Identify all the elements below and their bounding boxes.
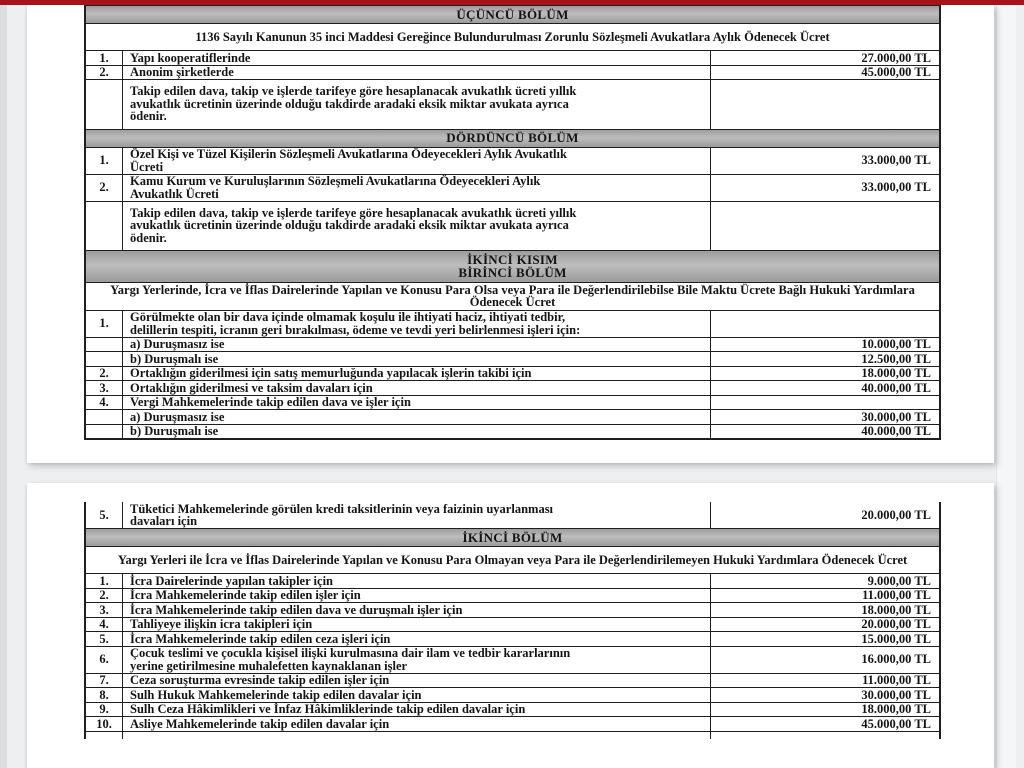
fee-row [86,396,939,411]
section-subheader-text: Yargı Yerlerinde, İcra ve İflas Dairelerinde Yapılan ve Konusu Para Olsa veya Para ile Değerlendirilebilse Bile Maktu Ücrete Bağlı Hukuki Yardımlara Ödenecek Ücret [110,282,915,309]
row-description-text: b) Duruşmalı ise [130,424,219,438]
section-subheader [86,547,939,574]
row-fee: 27.000,00 TL [861,50,931,65]
row-description-text: Ortaklığın giderilmesi ve taksim davaları için [130,380,373,395]
document-page-2 [27,483,994,768]
fee-row [86,338,939,353]
row-number: 9. [86,703,123,717]
row-description [123,618,711,632]
row-description-text: Tüketici Mahkemelerinde görülen kredi taksitlerinin veya faizinin uyarlanması davaları için [130,501,554,528]
row-number: 2. [86,66,123,80]
row-fee: 33.000,00 TL [861,153,931,168]
row-description [123,51,711,65]
row-description [123,632,711,646]
row-description [123,688,711,702]
row-description-text: Kamu Kurum ve Kuruluşlarının Sözleşmeli Avukatlarına Ödeyecekleri Aylık Avukatlık Ücreti [130,174,541,201]
continuation-row-stub [86,732,939,739]
fee-row [86,410,939,425]
row-description [123,311,711,337]
row-description-text: İcra Mahkemelerinde takip edilen dava ve duruşmalı işler için [130,602,463,617]
fee-row [86,603,939,618]
fee-row [86,647,939,674]
row-description [123,703,711,717]
row-description [123,425,711,439]
row-number [86,80,123,129]
row-description [123,574,711,588]
row-description [123,410,711,424]
fee-row [86,632,939,647]
fee-row [86,717,939,732]
row-description [123,502,711,528]
row-fee: 16.000,00 TL [861,652,931,667]
window-left-edge [0,5,7,768]
row-number [86,410,123,424]
row-description-text: a) Duruşmasız ise [130,337,225,351]
row-number: 1. [86,148,123,174]
fee-row [86,574,939,589]
row-description-text: Tahliyeye ilişkin icra takipleri için [130,617,313,631]
fee-row [86,367,939,382]
row-fee: 18.000,00 TL [861,366,931,380]
row-description-text: Anonim şirketlerde [130,65,234,79]
row-number: 8. [86,688,123,702]
row-fee: 11.000,00 TL [862,673,931,687]
row-fee: 11.000,00 TL [862,588,931,602]
row-description-text: İcra Dairelerinde yapılan takipler için [130,573,334,588]
row-description [123,148,711,174]
row-number [86,732,123,739]
section-band [86,529,939,547]
row-fee [711,202,939,251]
row-fee: 20.000,00 TL [861,617,931,631]
note-row [86,80,939,130]
row-fee: 15.000,00 TL [861,631,931,646]
row-fee [711,80,939,129]
row-description-text: Ortaklığın giderilmesi için satış memurluğunda yapılacak işlerin takibi için [130,366,532,380]
fee-table-part-1 [84,5,941,440]
row-number [86,352,123,366]
section-band [86,251,939,283]
row-description [123,717,711,731]
row-description [123,367,711,381]
row-fee: 30.000,00 TL [861,409,931,424]
row-description-text: Sulh Hukuk Mahkemelerinde takip edilen davalar için [130,687,422,702]
row-fee: 18.000,00 TL [861,702,931,716]
row-number: 7. [86,674,123,688]
section-band-title: İKİNCİ KISIM [467,251,558,267]
row-description-text: Vergi Mahkemelerinde takip edilen dava ve işler için [130,395,411,409]
row-description-text: a) Duruşmasız ise [130,409,225,424]
row-number: 3. [86,381,123,395]
row-fee: 10.000,00 TL [861,337,931,351]
row-description [123,175,711,201]
row-fee: 45.000,00 TL [861,716,931,731]
row-fee: 40.000,00 TL [861,380,931,395]
row-fee: 9.000,00 TL [867,573,931,588]
row-description [123,396,711,410]
section-band-title: DÖRDÜNCÜ BÖLÜM [446,130,579,145]
fee-row [86,66,939,81]
row-description-text: Özel Kişi ve Tüzel Kişilerin Sözleşmeli Avukatlarına Ödeyecekleri Aylık Avukatlık Ücreti [130,147,567,174]
row-description [123,338,711,352]
row-fee: 40.000,00 TL [861,424,931,438]
row-description-text: Görülmekte olan bir dava içinde olmamak koşulu ile ihtiyati haciz, ihtiyati tedbir, delillerin tespiti, icranın geri bırakılması, ödeme ve tevdi yeri belirlenmesi işleri için: [130,310,581,337]
section-band-title: ÜÇÜNCÜ BÖLÜM [456,6,569,22]
row-fee [711,396,939,410]
fee-row [86,589,939,604]
row-number: 4. [86,618,123,632]
fee-row [86,381,939,396]
row-description [123,603,711,617]
row-number: 6. [86,647,123,673]
row-number: 10. [86,717,123,731]
row-fee [711,311,939,337]
fee-row [86,674,939,689]
row-fee: 33.000,00 TL [861,180,931,195]
row-description [123,732,711,739]
row-number: 1. [86,51,123,65]
row-description-text: Ceza soruşturma evresinde takip edilen işler için [130,673,390,687]
row-number: 1. [86,574,123,588]
row-description-text: Çocuk teslimi ve çocukla kişisel ilişki kurulmasına dair ilam ve tedbir kararlarının yerine getirilmesine muhalefetten kaynaklanan işler [130,646,571,673]
row-description-text: İcra Mahkemelerinde takip edilen işler için [130,588,361,602]
row-description [123,66,711,80]
section-band-title: İKİNCİ BÖLÜM [462,529,563,545]
row-number [86,202,123,251]
row-number: 4. [86,396,123,410]
row-description [123,80,711,129]
row-description [123,589,711,603]
row-description [123,647,711,673]
section-band [86,6,939,24]
window-top-edge [0,0,1024,5]
section-subheader [86,283,939,311]
section-band-title: BİRİNCİ BÖLÜM [458,265,567,280]
row-number: 1. [86,311,123,337]
row-fee: 45.000,00 TL [861,65,931,79]
row-fee: 18.000,00 TL [861,602,931,617]
row-number: 2. [86,367,123,381]
row-description [123,202,711,251]
row-number: 3. [86,603,123,617]
row-number: 5. [86,502,123,528]
row-fee: 12.500,00 TL [861,351,931,366]
section-band [86,130,939,148]
row-number [86,425,123,439]
row-description [123,381,711,395]
row-description [123,352,711,366]
fee-row [86,352,939,367]
fee-row [86,703,939,718]
row-description-text: Asliye Mahkemelerinde takip edilen davalar için [130,716,390,731]
fee-row [86,148,939,175]
row-number: 2. [86,589,123,603]
fee-row [86,311,939,338]
row-description-text: Takip edilen dava, takip ve işlerde tarifeye göre hesaplanacak avukatlık ücreti yıllık avukatlık ücretinin üzerinde olduğu takdirde aradaki eksik miktar avukata ayrıca ödenir. [130,205,577,245]
row-description-text: İcra Mahkemelerinde takip edilen ceza işleri için [130,631,391,646]
fee-row [86,175,939,202]
row-fee [711,732,939,739]
row-number: 5. [86,632,123,646]
row-description-text: Sulh Ceza Hâkimlikleri ve İnfaz Hâkimliklerinde takip edilen davalar için [130,702,526,716]
row-description [123,674,711,688]
note-row [86,202,939,252]
fee-table-part-2 [84,502,941,739]
fee-row [86,502,939,529]
section-subheader-text: Yargı Yerleri ile İcra ve İflas Dairelerinde Yapılan ve Konusu Para Olmayan veya Para ile Değerlendirilemeyen Hukuki Yardımlara Ödenecek Ücret [117,552,908,567]
row-description-text: Takip edilen dava, takip ve işlerde tarifeye göre hesaplanacak avukatlık ücreti yıllık avukatlık ücretinin üzerinde olduğu takdirde aradaki eksik miktar avukata ayrıca ödenir. [130,84,577,123]
row-number [86,338,123,352]
fee-row [86,51,939,66]
scrollbar-track[interactable] [996,5,1016,768]
row-fee: 20.000,00 TL [861,507,931,522]
row-description-text: b) Duruşmalı ise [130,351,219,366]
row-number: 2. [86,175,123,201]
document-page-1 [27,5,994,463]
row-description-text: Yapı kooperatiflerinde [130,50,251,65]
row-fee: 30.000,00 TL [861,687,931,702]
fee-row [86,618,939,633]
fee-row [86,688,939,703]
section-subheader-text: 1136 Sayılı Kanunun 35 inci Maddesi Gereğince Bulundurulması Zorunlu Sözleşmeli Avukatlara Aylık Ödenecek Ücret [195,29,830,44]
fee-row [86,425,939,441]
section-subheader [86,24,939,51]
